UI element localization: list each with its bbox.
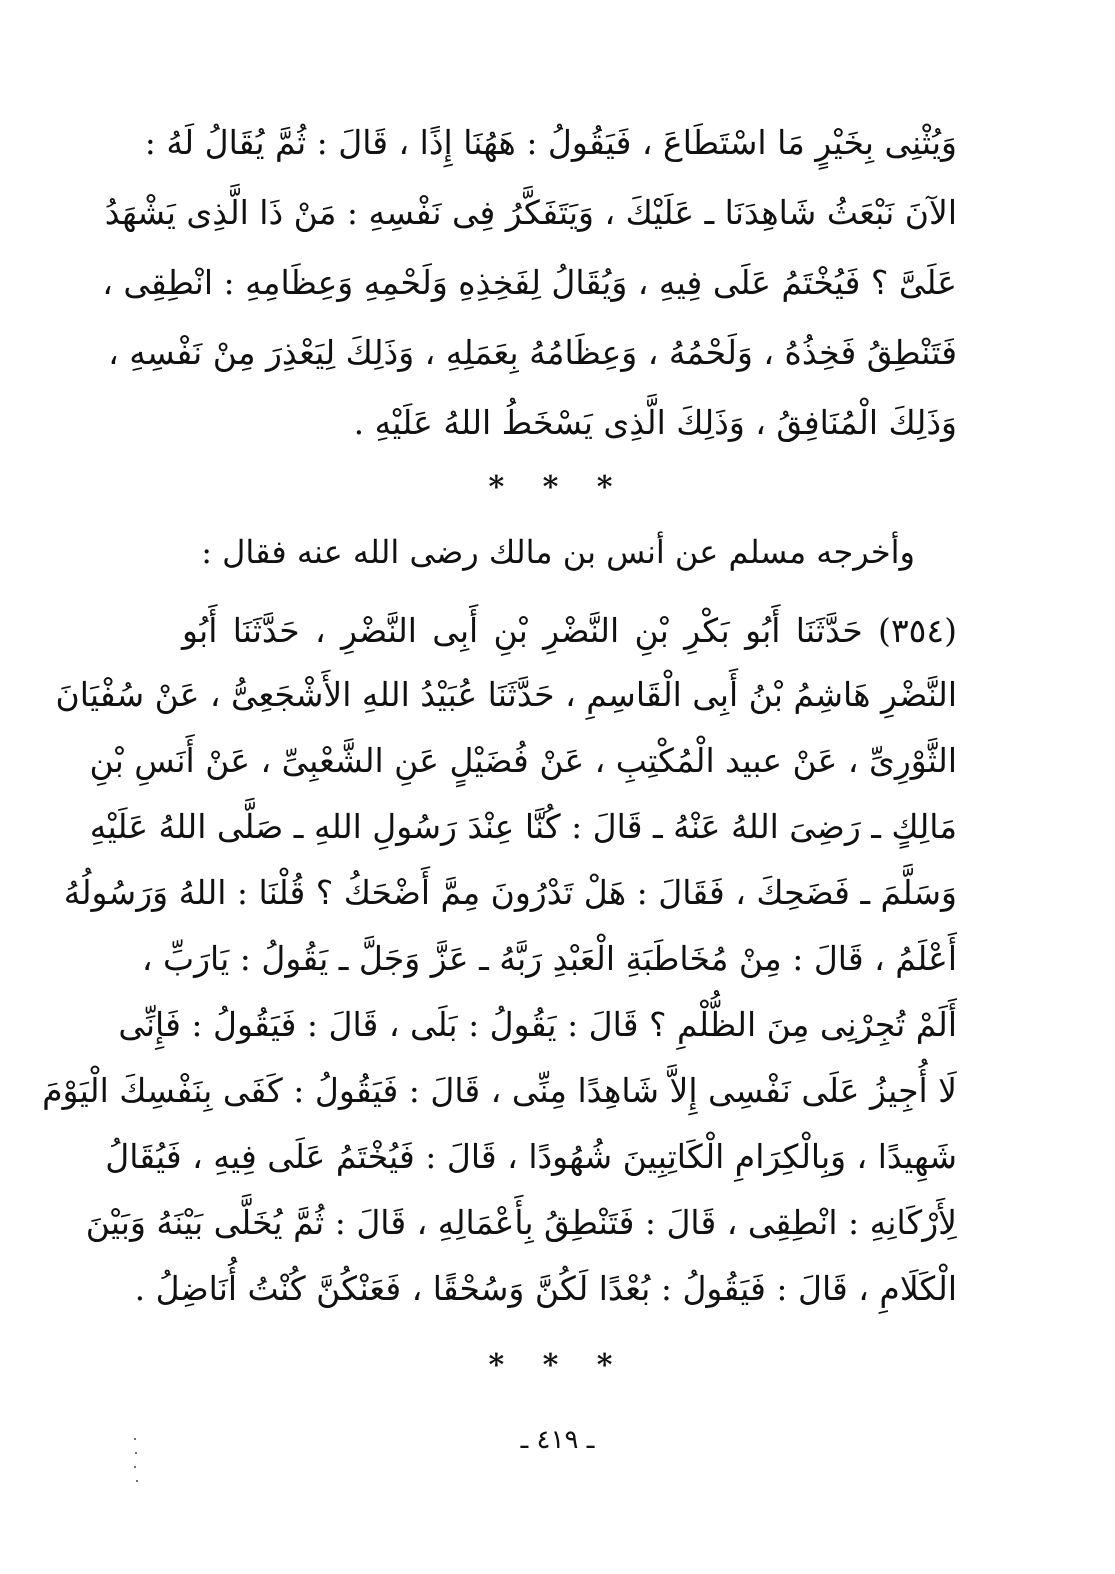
page-number: ـ ٤١٩ ـ	[520, 1425, 595, 1455]
scan-speck	[134, 1438, 136, 1440]
text-line: (٣٥٤) حَدَّثَنَا أَبُو بَكْرِ بْنِ النَّضْرِ بْنِ أَبِى النَّضْرِ ، حَدَّثَنَا أَبُو	[182, 611, 957, 650]
scan-speck	[134, 1466, 136, 1468]
text-line: لَا أُجِيزُ عَلَى نَفْسِى إِلاَّ شَاهِدًا مِنِّى ، قَالَ : فَيَقُولُ : كَفَى بِنَفْسِكَ الْيَوْمَ	[42, 1071, 957, 1110]
text-line: لِأَرْكَانِهِ : انْطِقِى ، قَالَ : فَتَنْطِقُ بِأَعْمَالِهِ ، قَالَ : ثُمَّ يُخَلَّى بَيْنَهُ وَبَيْنَ	[85, 1203, 957, 1242]
text-line: الْكَلَامِ ، قَالَ : فَيَقُولُ : بُعْدًا لَكُنَّ وَسُحْقًا ، فَعَنْكُنَّ كُنْتُ أُنَاضِلُ .	[134, 1269, 957, 1308]
section-separator: * * *	[488, 470, 627, 505]
text-line: وَذَلِكَ الْمُنَافِقُ ، وَذَلِكَ الَّذِى يَسْخَطُ اللهُ عَلَيْهِ .	[353, 403, 957, 442]
text-line: وَيُثْنِى بِخَيْرٍ مَا اسْتَطَاعَ ، فَيَقُولُ : هَهُنَا إِذًا ، قَالَ : ثُمَّ يُقَالُ لَهُ :	[144, 123, 957, 162]
text-line: وَسَلَّمَ ـ فَضَحِكَ ، فَقَالَ : هَلْ تَدْرُونَ مِمَّ أَضْحَكُ ؟ قُلْنَا : اللهُ وَرَسُولُهُ	[63, 873, 957, 912]
text-line: الثَّوْرِىِّ ، عَنْ عبيد الْمُكْتِبِ ، عَنْ فُضَيْلٍ عَنِ الشَّعْبِىِّ ، عَنْ أَنَسِ بْنِ	[89, 741, 957, 780]
text-line: شَهِيدًا ، وَبِالْكِرَامِ الْكَاتِبِينَ شُهُودًا ، قَالَ : فَيُخْتَمُ عَلَى فِيهِ ، فَيُقَالُ	[105, 1137, 957, 1176]
text-line: النَّضْرِ هَاشِمُ بْنُ أَبِى الْقَاسِمِ ، حَدَّثَنَا عُبَيْدُ اللهِ الأَشْجَعِىُّ ، عَنْ سُفْيَانَ	[55, 675, 957, 714]
text-line: عَلَىَّ ؟ فَيُخْتَمُ عَلَى فِيهِ ، وَيُقَالُ لِفَخِذِهِ وَلَحْمِهِ وَعِظَامِهِ : انْطِقِى ،	[102, 263, 957, 302]
text-line: أَعْلَمُ ، قَالَ : مِنْ مُخَاطَبَةِ الْعَبْدِ رَبَّهُ ـ عَزَّ وَجَلَّ ـ يَقُولُ : يَارَبِّ ،	[141, 939, 957, 978]
section-separator: * * *	[488, 1348, 627, 1383]
text-line: أَلَمْ تُجِرْنِى مِنَ الظُّلْمِ ؟ قَالَ : يَقُولُ : بَلَى ، قَالَ : فَيَقُولُ : فَإِنِّى	[118, 1005, 957, 1044]
text-line: مَالِكٍ ـ رَضِىَ اللهُ عَنْهُ ـ قَالَ : كُنَّا عِنْدَ رَسُولِ اللهِ ـ صَلَّى اللهُ عَلَيْهِ	[89, 807, 957, 846]
scan-speck	[135, 1452, 137, 1454]
intro-line: وأخرجه مسلم عن أنس بن مالك رضى الله عنه فقال :	[201, 533, 915, 571]
text-line: فَتَنْطِقُ فَخِذُهُ ، وَلَحْمُهُ ، وَعِظَامُهُ بِعَمَلِهِ ، وَذَلِكَ لِيَعْذِرَ مِنْ نَفْسِهِ ،	[108, 333, 957, 372]
scan-speck	[136, 1480, 138, 1482]
text-line: الآنَ نَبْعَثُ شَاهِدَنَا ـ عَلَيْكَ ، وَيَتَفَكَّرُ فِى نَفْسِهِ : مَنْ ذَا الَّذِى يَشْهَدُ	[104, 193, 957, 232]
